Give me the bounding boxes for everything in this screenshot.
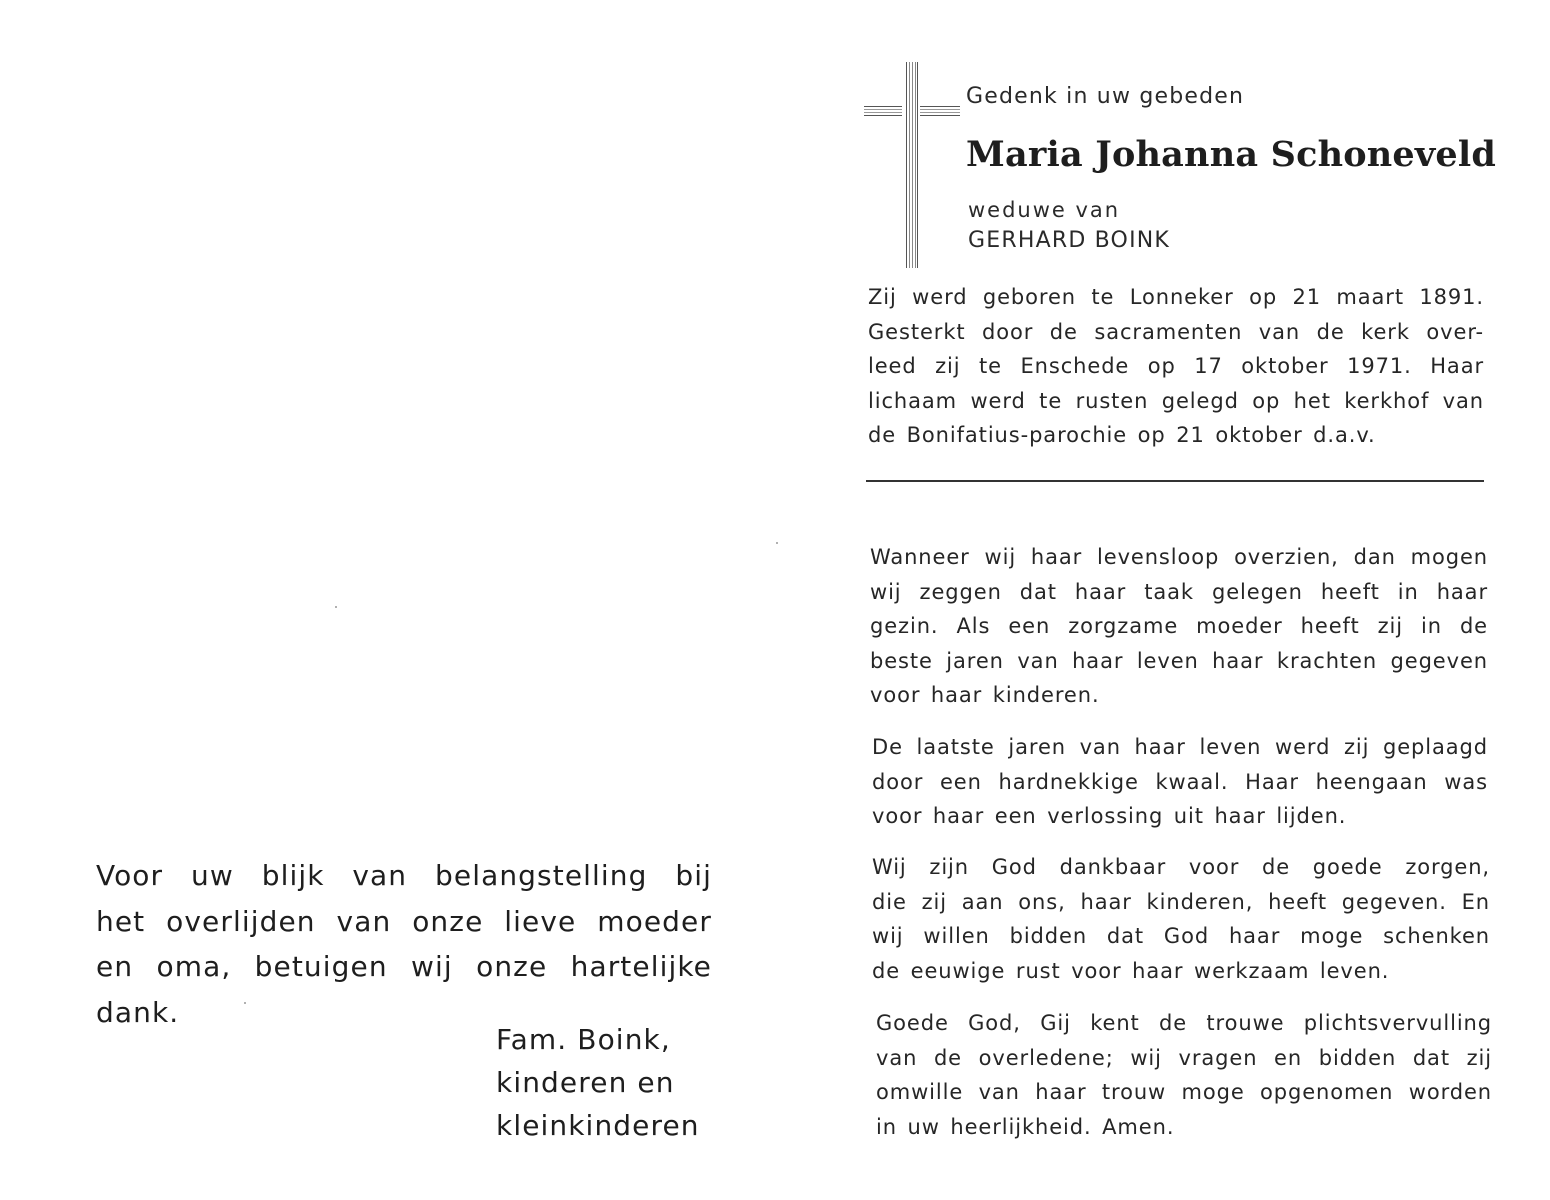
deceased-name: Maria Johanna Schoneveld [966,134,1497,175]
paragraph-line: gezin. Als een zorgzame moeder heeft zij in de [870,614,1488,638]
paragraph-line: De laatste jaren van haar leven werd zij geplaagd [872,735,1488,759]
paragraph-1 [870,540,1488,713]
print-speck [776,542,778,544]
thank-you-note [96,853,712,1035]
paragraph-4 [876,1006,1492,1144]
biography-line: Gesterkt door de sacramenten van de kerk over- [868,319,1484,344]
divider [866,480,1484,482]
paragraph-line: omwille van haar trouw moge opgenomen worden [876,1080,1492,1104]
paragraph-line: door een hardnekkige kwaal. Haar heengaan was [872,769,1488,794]
print-speck [244,1002,246,1004]
paragraph-line: wij willen bidden dat God haar moge schenken [872,924,1490,948]
thanks-line: dank. [96,995,180,1029]
signature [496,1018,700,1147]
thanks-line: het overlijden van onze lieve moeder [96,904,712,938]
biography [868,280,1484,453]
thanks-line: en oma, betuigen wij onze hartelijke [96,950,712,983]
paragraph-line: Wanneer wij haar levensloop overzien, dan mogen [870,545,1488,569]
paragraph-line: wij zeggen dat haar taak gelegen heeft in haar [870,579,1488,604]
intro-text: Gedenk in uw gebeden [966,84,1245,109]
print-speck [335,606,337,608]
biography-line: Zij werd geboren te Lonneker op 21 maart 1891. [868,285,1484,309]
biography-line: lichaam werd te rusten gelegd op het kerkhof van [868,388,1484,413]
paragraph-line: van de overledene; wij vragen en bidden dat zij [876,1045,1492,1070]
biography-line: de Bonifatius-parochie op 21 oktober d.a.v. [868,423,1376,447]
paragraph-line: Wij zijn God dankbaar voor de goede zorgen, [872,855,1490,879]
paragraph-line: die zij aan ons, haar kinderen, heeft gegeven. En [872,889,1490,914]
widow-of-label: weduwe van [968,198,1121,222]
thanks-line: Voor uw blijk van belangstelling bij [96,859,712,892]
paragraph-line: voor haar kinderen. [870,683,1100,707]
paragraph-2 [872,730,1488,834]
paragraph-line: voor haar een verlossing uit haar lijden. [872,804,1347,828]
signature-line: Fam. Boink, [496,1023,671,1056]
paragraph-line: Goede God, Gij kent de trouwe plichtsvervulling [876,1011,1492,1035]
paragraph-3 [872,850,1490,988]
signature-line: kleinkinderen [496,1109,700,1142]
signature-line: kinderen en [496,1066,675,1099]
husband-name: GERHARD BOINK [968,228,1171,253]
paragraph-line: de eeuwige rust voor haar werkzaam leven. [872,958,1390,983]
biography-line: leed zij te Enschede op 17 oktober 1971. Haar [868,354,1484,378]
paragraph-line: in uw heerlijkheid. Amen. [876,1114,1175,1139]
paragraph-line: beste jaren van haar leven haar krachten gegeven [870,648,1488,673]
cross-icon [860,60,960,270]
